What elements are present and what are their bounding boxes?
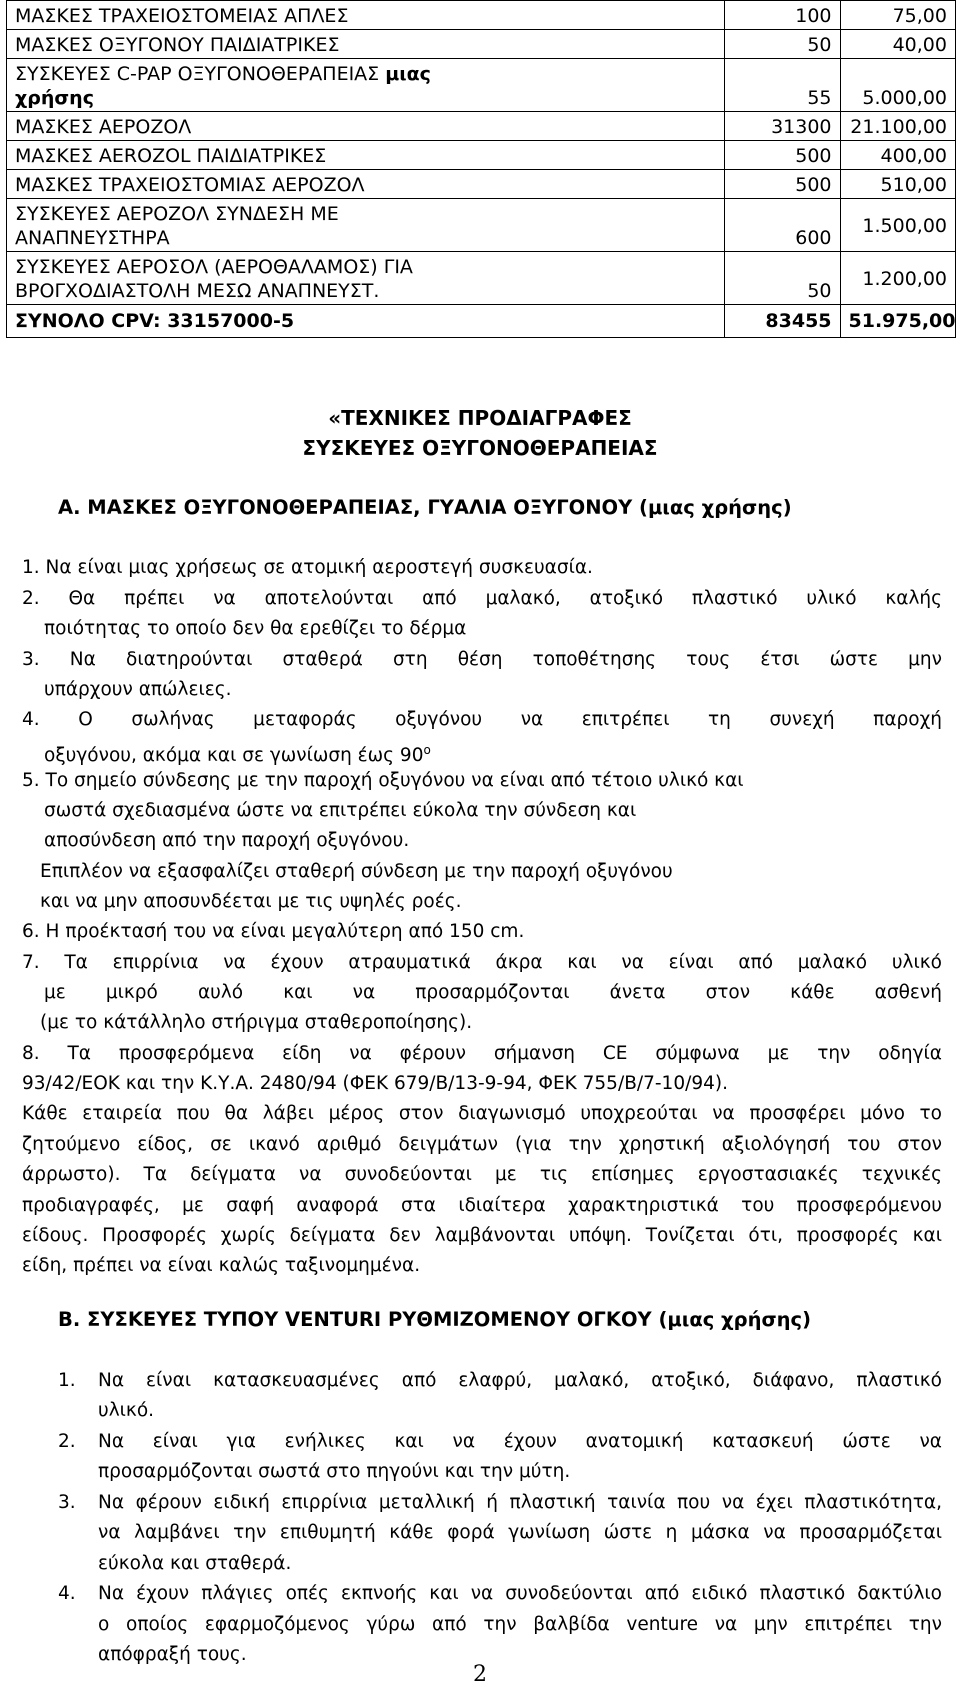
table-total-row bbox=[7, 305, 956, 338]
section-a-item-6: 6. Η προέκτασή του να είναι μεγαλύτερη από 150 cm. bbox=[22, 921, 525, 942]
section-b-item-1-line1: Να είναι κατασκευασμένες από ελαφρύ, μαλακό, ατοξικό, διάφανο, πλαστικό bbox=[98, 1370, 942, 1391]
total-label: ΣΥΝΟΛΟ CPV: 33157000-5 bbox=[7, 305, 725, 338]
item-name bbox=[7, 59, 725, 112]
item-qty: 500 bbox=[725, 141, 840, 170]
table-row bbox=[7, 141, 956, 170]
item-price: 400,00 bbox=[840, 141, 955, 170]
item-name-bold: χρήσης bbox=[15, 87, 94, 109]
section-b-item-4-line1: Να έχουν πλάγιες οπές εκπνοής και να συνοδεύονται από ειδικό πλαστικό δακτύλιο bbox=[98, 1583, 942, 1604]
item-price: 1.200,00 bbox=[840, 252, 955, 305]
item-qty: 31300 bbox=[725, 112, 840, 141]
item-qty: 100 bbox=[725, 1, 840, 30]
item-qty: 600 bbox=[725, 199, 840, 252]
item-name: ΜΑΣΚΕΣ ΟΞΥΓΟΝΟΥ ΠΑΙΔΙΑΤΡΙΚΕΣ bbox=[7, 30, 725, 59]
spec-title-line1: «ΤΕΧΝΙΚΕΣ ΠΡΟΔΙΑΓΡΑΦΕΣ bbox=[328, 406, 632, 430]
item-name bbox=[7, 199, 725, 252]
item-name: ΜΑΣΚΕΣ ΤΡΑΧΕΙΟΣΤΟΜΙΑΣ ΑΕΡΟΖΟΛ bbox=[7, 170, 725, 199]
section-a-item-8-line1: 8. Τα προσφερόμενα είδη να φέρουν σήμανση CE σύμφωνα με την οδηγία bbox=[22, 1043, 942, 1064]
section-a-item-8-line2: 93/42/ΕΟΚ και την Κ.Υ.Α. 2480/94 (ΦΕΚ 679/Β/13-9-94, ΦΕΚ 755/Β/7-10/94). bbox=[22, 1073, 728, 1094]
section-b-item-2-line1: Να είναι για ενήλικες και να έχουν ανατομική κατασκευή ώστε να bbox=[98, 1431, 942, 1452]
paragraph-line: Κάθε εταιρεία που θα λάβει μέρος στον διαγωνισμό υποχρεούται να προσφέρει μόνο το bbox=[22, 1103, 942, 1124]
section-a-item-7-line1: 7. Τα επιρρίνια να έχουν ατραυματικά άκρα και να είναι από μαλακό υλικό bbox=[22, 952, 942, 973]
section-b-item-3-line2: να λαμβάνει την επιθυμητή κάθε φορά γωνίωση ώστε η μάσκα να προσαρμόζεται bbox=[98, 1522, 942, 1543]
item-price: 1.500,00 bbox=[840, 199, 955, 252]
table-row bbox=[7, 170, 956, 199]
section-a-item-5-line4: Επιπλέον να εξασφαλίζει σταθερή σύνδεση με την παροχή οξυγόνου bbox=[40, 861, 673, 882]
item-qty: 500 bbox=[725, 170, 840, 199]
table-row bbox=[7, 252, 956, 305]
table-row bbox=[7, 112, 956, 141]
section-b-item-1-line2: υλικό. bbox=[98, 1400, 155, 1421]
angle-text: οξυγόνου, ακόμα και σε γωνίωση έως 90 bbox=[44, 745, 424, 767]
item-name-line: ΒΡΟΓΧΟΔΙΑΣΤΟΛΗ ΜΕΣΩ ΑΝΑΠΝΕΥΣΤ. bbox=[15, 280, 380, 302]
paragraph-line: είδη, πρέπει να είναι καλώς ταξινομημένα. bbox=[22, 1255, 421, 1276]
section-a-item-1: 1. Να είναι μιας χρήσεως σε ατομική αεροστεγή συσκευασία. bbox=[22, 557, 593, 578]
item-qty: 50 bbox=[725, 252, 840, 305]
item-name-bold: μιας bbox=[385, 63, 431, 85]
item-name-line: ΣΥΣΚΕΥΕΣ ΑΕΡΟΣΟΛ (ΑΕΡΟΘΑΛΑΜΟΣ) ΓΙΑ bbox=[15, 256, 413, 278]
section-b-item-4-line3: απόφραξή τους. bbox=[98, 1644, 247, 1665]
section-b-item-3-line1: Να φέρουν ειδική επιρρίνια μεταλλική ή πλαστική ταινία που να έχει πλαστικότητα, bbox=[98, 1492, 942, 1513]
table-row bbox=[7, 1, 956, 30]
paragraph-line: ζητούμενο είδος, σε ικανό αριθμό δειγμάτων (για την χρηστική αξιολόγησή του στον bbox=[22, 1134, 942, 1155]
item-name: ΜΑΣΚΕΣ AEROZOL ΠΑΙΔΙΑΤΡΙΚΕΣ bbox=[7, 141, 725, 170]
item-price: 510,00 bbox=[840, 170, 955, 199]
section-a-item-2-line1: 2. Θα πρέπει να αποτελούνται από μαλακό, ατοξικό πλαστικό υλικό καλής bbox=[22, 588, 942, 609]
spec-title-line2: ΣΥΣΚΕΥΕΣ ΟΞΥΓΟΝΟΘΕΡΑΠΕΙΑΣ bbox=[302, 436, 658, 460]
item-price: 40,00 bbox=[840, 30, 955, 59]
section-a-item-3-line1: 3. Να διατηρούνται σταθερά στη θέση τοποθέτησης τους έτσι ώστε μην bbox=[22, 649, 942, 670]
item-name bbox=[7, 252, 725, 305]
item-price: 21.100,00 bbox=[840, 112, 955, 141]
section-a-item-7-line3: (με το κάτάλληλο στήριγμα σταθεροποίησης). bbox=[40, 1012, 473, 1033]
item-price: 75,00 bbox=[840, 1, 955, 30]
section-b-number: 4. bbox=[58, 1583, 76, 1604]
total-price: 51.975,00 bbox=[840, 305, 955, 338]
table-row bbox=[7, 199, 956, 252]
paragraph-line: προδιαγραφές, με σαφή αναφορά στα ιδιαίτερα χαρακτηριστικά του προσφερόμενου bbox=[22, 1195, 942, 1216]
section-a-item-5-line3: αποσύνδεση από την παροχή οξυγόνου. bbox=[44, 830, 410, 851]
section-b-number: 2. bbox=[58, 1431, 76, 1452]
section-a-heading: Α. ΜΑΣΚΕΣ ΟΞΥΓΟΝΟΘΕΡΑΠΕΙΑΣ, ΓΥΑΛΙΑ ΟΞΥΓΟΝΟΥ (μιας χρήσης) bbox=[58, 496, 792, 519]
section-b-heading: Β. ΣΥΣΚΕΥΕΣ ΤΥΠΟΥ VENTURI ΡΥΘΜΙΖΟΜΕΝΟΥ ΟΓΚΟΥ (μιας χρήσης) bbox=[58, 1308, 812, 1331]
section-a-item-5-line1: 5. Το σημείο σύνδεσης με την παροχή οξυγόνου να είναι από τέτοιο υλικό και bbox=[22, 770, 744, 791]
table-row bbox=[7, 59, 956, 112]
section-a-item-7-line2: με μικρό αυλό και να προσαρμόζονται άνετα στον κάθε ασθενή bbox=[44, 982, 942, 1003]
section-b-item-3-line3: εύκολα και σταθερά. bbox=[98, 1553, 292, 1574]
section-a-item-2-line2: ποιότητας το οποίο δεν θα ερεθίζει το δέρμα bbox=[44, 618, 467, 639]
item-name-line: ΣΥΣΚΕΥΕΣ ΑΕΡΟΖΟΛ ΣΥΝΔΕΣΗ ΜΕ bbox=[15, 203, 339, 225]
item-name: ΜΑΣΚΕΣ ΤΡΑΧΕΙΟΣΤΟΜΕΙΑΣ ΑΠΛΕΣ bbox=[7, 1, 725, 30]
item-name-text: ΣΥΣΚΕΥΕΣ C-PAP ΟΞΥΓΟΝΟΘΕΡΑΠΕΙΑΣ bbox=[15, 63, 386, 85]
item-qty: 55 bbox=[725, 59, 840, 112]
table-row bbox=[7, 30, 956, 59]
paragraph-line: άρρωστο). Τα δείγματα να συνοδεύονται με τις επίσημες εργοστασιακές τεχνικές bbox=[22, 1164, 942, 1185]
item-name-line: ΑΝΑΠΝΕΥΣΤΗΡΑ bbox=[15, 227, 170, 249]
page-number: 2 bbox=[473, 1662, 487, 1687]
item-qty: 50 bbox=[725, 30, 840, 59]
section-b-item-4-line2: ο οποίος εφαρμοζόμενος γύρω από την βαλβίδα venture να μην επιτρέπει την bbox=[98, 1614, 942, 1635]
section-a-item-5-line2: σωστά σχεδιασμένα ώστε να επιτρέπει εύκολα την σύνδεση και bbox=[44, 800, 637, 821]
paragraph-line: είδους. Προσφορές χωρίς δείγματα δεν λαμβάνονται υπόψη. Τονίζεται ότι, προσφορές και bbox=[22, 1225, 942, 1246]
section-a-item-3-line2: υπάρχουν απώλειες. bbox=[44, 679, 232, 700]
total-qty: 83455 bbox=[725, 305, 840, 338]
section-a-item-4-line1: 4. Ο σωλήνας μεταφοράς οξυγόνου να επιτρέπει τη συνεχή παροχή bbox=[22, 709, 942, 730]
section-b-item-2-line2: προσαρμόζονται σωστά στο πηγούνι και την μύτη. bbox=[98, 1461, 571, 1482]
item-name: ΜΑΣΚΕΣ ΑΕΡΟΖΟΛ bbox=[7, 112, 725, 141]
section-b-number: 3. bbox=[58, 1492, 76, 1513]
item-price: 5.000,00 bbox=[840, 59, 955, 112]
degree-mark: ο bbox=[423, 743, 431, 757]
items-table bbox=[6, 0, 956, 338]
section-a-item-5-line5: και να μην αποσυνδέεται με τις υψηλές ροές. bbox=[40, 891, 462, 912]
section-b-number: 1. bbox=[58, 1370, 76, 1391]
